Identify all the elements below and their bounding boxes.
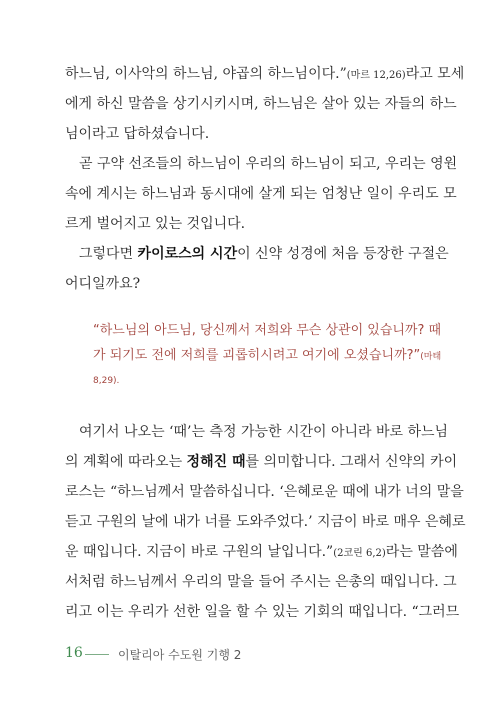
paragraph-4-line-4: 듣고 구원의 날에 내가 너를 도와주었다.’ 지금이 바로 매우 은혜로 bbox=[65, 514, 466, 530]
paragraph-2-line-1: 곧 구약 선조들의 하느님이 우리의 하느님이 되고, 우리는 영원 bbox=[79, 156, 458, 172]
page-number: 16 bbox=[65, 645, 83, 661]
paragraph-4-line-7: 리고 이는 우리가 선한 일을 할 수 있는 기회의 때입니다. “그러므 bbox=[65, 604, 460, 620]
paragraph-2-line-2: 속에 계시는 하느님과 동시대에 살게 되는 엄청난 일이 우리도 모 bbox=[65, 186, 457, 202]
paragraph-3-line-1 bbox=[79, 244, 449, 264]
paragraph-1-line-3: 님이라고 답하셨습니다. bbox=[65, 126, 210, 142]
quote-line-1: “하느님의 아드님, 당신께서 저희와 무슨 상관이 있습니까? 때 bbox=[93, 323, 442, 338]
paragraph-1-line-1 bbox=[65, 64, 464, 86]
paragraph-4-line-1: 여기서 나오는 ‘때’는 측정 가능한 시간이 아니라 바로 하느님 bbox=[79, 424, 449, 440]
body-text: 운 때입니다. 지금이 바로 구원의 날입니다.” bbox=[65, 544, 334, 560]
paragraph-4-line-2 bbox=[65, 452, 457, 472]
emphasized-term: 정해진 때 bbox=[186, 454, 246, 470]
body-text: 를 의미합니다. 그래서 신약의 카이 bbox=[245, 454, 458, 470]
quote-reference: (마태 bbox=[420, 352, 442, 362]
quote-line-2 bbox=[93, 346, 441, 367]
quote-line-3 bbox=[93, 370, 119, 391]
paragraph-4-line-3: 로스는 “하느님께서 말씀하십니다. ‘은혜로운 때에 내가 너의 말을 bbox=[65, 484, 464, 500]
emphasized-term: 카이로스의 시간 bbox=[137, 246, 238, 262]
scripture-quote-text: 하느님, 이사악의 하느님, 야곱의 하느님이다.” bbox=[65, 66, 347, 82]
body-text: 라고 모세 bbox=[405, 66, 465, 82]
scripture-reference: (마르 12,26) bbox=[346, 70, 406, 81]
scripture-reference: (2코린 6,2) bbox=[333, 548, 386, 559]
quote-text: 가 되기도 전에 저희를 괴롭히시려고 여기에 오셨습니까?” bbox=[93, 348, 421, 363]
footer-divider bbox=[85, 654, 109, 655]
running-footer-title: 이탈리아 수도원 기행 2 bbox=[118, 648, 242, 662]
quote-reference-end: 8,29). bbox=[93, 376, 120, 386]
body-text: 라는 말씀에 bbox=[385, 544, 458, 560]
paragraph-4-line-5 bbox=[65, 542, 458, 564]
paragraph-3-line-2: 어디일까요? bbox=[65, 276, 141, 292]
paragraph-2-line-3: 르게 벌어지고 있는 것입니다. bbox=[65, 216, 246, 232]
body-text: 그렇다면 bbox=[79, 246, 138, 262]
body-text: 의 계획에 따라오는 bbox=[65, 454, 187, 470]
body-text: 이 신약 성경에 처음 등장한 구절은 bbox=[237, 246, 449, 262]
paragraph-4-line-6: 서처럼 하느님께서 우리의 말을 들어 주시는 은총의 때입니다. 그 bbox=[65, 574, 457, 590]
paragraph-1-line-2: 에게 하신 말씀을 상기시키시며, 하느님은 살아 있는 자들의 하느 bbox=[65, 96, 457, 112]
